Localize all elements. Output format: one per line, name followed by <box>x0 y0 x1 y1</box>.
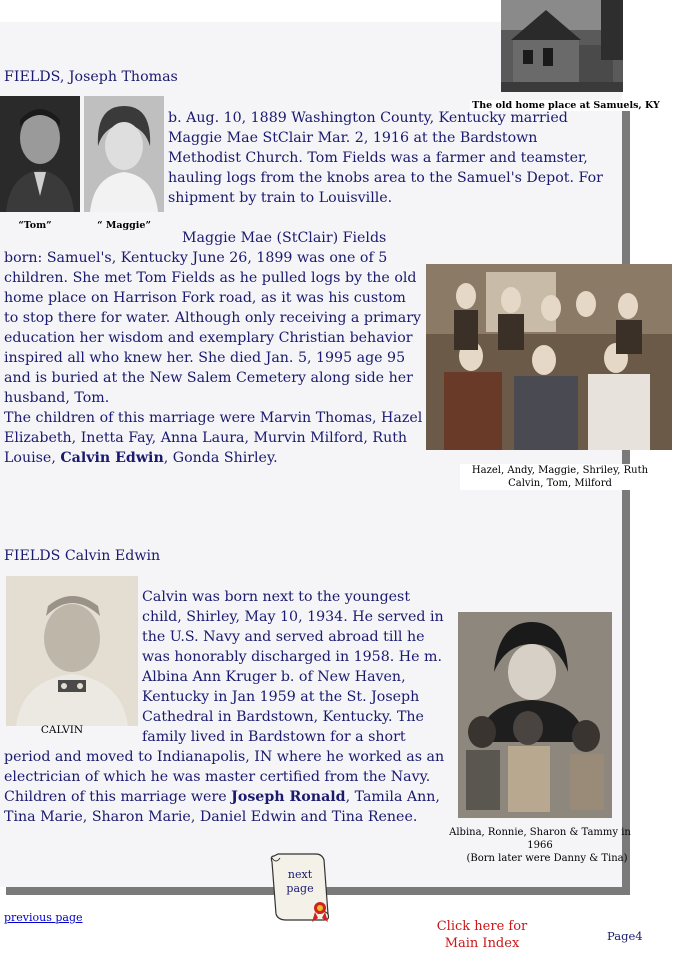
next-page-button[interactable] <box>268 852 332 924</box>
calvin-paragraph-start: Calvin was born next to the youngest child, Shirley, May 10, 1934. He served in the U.S. Navy and served abroad till he was honorably discharged in 1958. He m. Albina Ann Kruger b. of New Haven, Kentucky in Jan 1959 at the St. Joseph Cathedral in Bardstown, Kentucky. The family lived in Bardstown for a short period and moved to Indianapolis, IN where he worked as an electrician of which he was master certified from the Navy. Children of this marriage were <box>4 589 445 805</box>
albina-caption-line2: (Born later were Danny & Tina) <box>466 853 628 864</box>
albina-children-photo <box>458 612 612 818</box>
family-caption-line2: Calvin, Tom, Milford <box>508 478 612 489</box>
next-label-line2: page <box>286 882 314 895</box>
family-group-photo <box>426 264 672 450</box>
albina-caption-line1: Albina, Ronnie, Sharon & Tammy in 1966 <box>449 827 631 851</box>
children-list-start: The children of this marriage were Marvin Thomas, Hazel Elizabeth, Inetta Fay, Anna Laura, Murvin Milford, Ruth Louise, <box>4 410 423 466</box>
children-calvin-bold: Calvin Edwin <box>60 450 164 466</box>
children-list-end: , Gonda Shirley. <box>163 450 278 466</box>
calvin-heading: FIELDS Calvin Edwin <box>4 548 161 564</box>
joseph-children-paragraph <box>4 408 424 468</box>
family-caption-line1: Hazel, Andy, Maggie, Shriley, Ruth <box>471 465 649 476</box>
family-photo-caption <box>460 464 660 490</box>
next-page-label <box>268 868 332 896</box>
old-home-place-caption: The old home place at Samuels, KY <box>470 100 662 111</box>
next-label-line1: next <box>287 868 313 881</box>
albina-photo-caption <box>440 826 640 865</box>
maggie-paragraph: Maggie Mae (StClair) Fields born: Samuel's, Kentucky June 26, 1899 was one of 5 children. She met Tom Fields as he pulled logs by the old home place on Harrison Fork road, as it was his custom to stop there for water. Although only receiving a primary education her wisdom and exemplary Christian behavior inspired all who knew her. She died Jan. 5, 1995 age 95 and is buried at the New Salem Cemetery along side her husband, Tom. <box>4 230 422 406</box>
maggie-photo <box>84 96 164 212</box>
calvin-portrait-caption: CALVIN <box>40 724 84 736</box>
panel-shadow-right <box>622 110 630 895</box>
joseph-heading: FIELDS, Joseph Thomas <box>4 69 178 85</box>
main-index-link[interactable] <box>432 918 532 952</box>
previous-page-link[interactable]: previous page <box>4 911 83 924</box>
calvin-paragraph-end: , Tamila Ann, Tina Marie, Sharon Marie, Daniel Edwin and Tina Renee. <box>4 789 440 825</box>
old-home-place-photo <box>501 0 623 92</box>
tom-photo <box>0 96 80 212</box>
joseph-birth-paragraph: b. Aug. 10, 1889 Washington County, Kentucky married Maggie Mae StClair Mar. 2, 1916 at the Bardstown Methodist Church. Tom Fields was a farmer and teamster, hauling logs from the knobs area to the Samuel's Depot. For shipment by train to Louisville. <box>168 110 603 206</box>
calvin-child-joseph-ronald: Joseph Ronald <box>231 789 346 805</box>
maggie-caption: “ Maggie” <box>97 220 151 231</box>
main-index-line2: Main Index <box>444 936 520 951</box>
main-index-line1: Click here for <box>436 919 528 934</box>
tom-caption: “Tom” <box>18 220 52 231</box>
page-number: Page4 <box>607 929 643 943</box>
